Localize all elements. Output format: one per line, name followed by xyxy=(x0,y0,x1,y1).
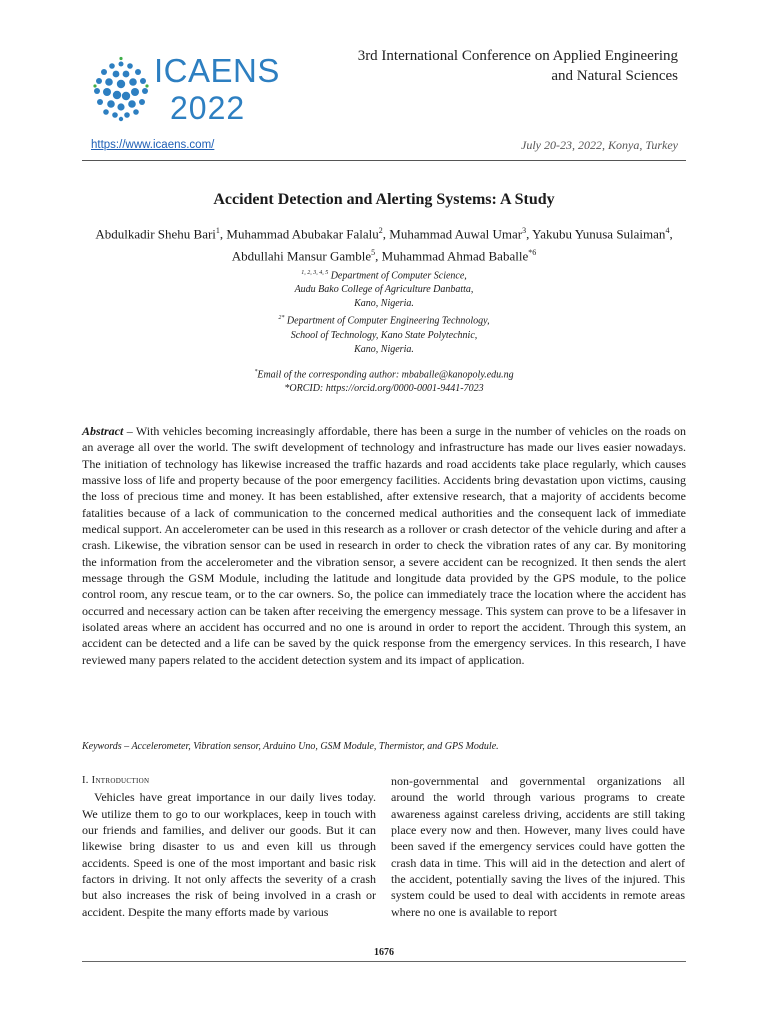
affiliation-1-marker: 1, 2, 3, 4, 5 xyxy=(301,270,329,276)
author-name: Yakubu Yunusa Sulaiman xyxy=(532,226,666,242)
author-separator: , xyxy=(219,226,227,242)
author-name: Abdullahi Mansur Gamble xyxy=(231,248,372,264)
intro-paragraph-left: Vehicles have great importance in our daily lives today. We utilize them to go to our workplaces, keep in touch with our friends and families, and deliver our goods. But it can likewise bring disaster to us and even kill us through accidents. Speed is one of the most important and basic risk factors in driving. It not only affects the severity of a crash but also increases the risk of being involved in a crash or accident. Despite the many efforts made by various xyxy=(82,790,376,919)
email-text: Email of the corresponding author: mbaballe@kanopoly.edu.ng xyxy=(257,369,514,381)
intro-paragraph-right: non-governmental and governmental organizations all around the world through various programs to create awareness against careless driving, accidents are still taking place every now and then. However, many lives could have been saved if the emergency services could have gotten the crash data in time. This will aid in the detection and alert of the accident, potentially saving the lives of the injured. This system could be used to deal with accidents in remote areas where no one is available to report xyxy=(391,774,685,919)
affiliation-1-department xyxy=(82,266,686,283)
author-separator: , xyxy=(669,226,673,242)
affiliation-2-place: Kano, Nigeria. xyxy=(354,343,414,355)
author-separator: , xyxy=(375,248,382,264)
conference-name-line2: and Natural Sciences xyxy=(551,68,678,84)
author-separator: , xyxy=(526,226,533,242)
author-affiliation-marker: 4 xyxy=(665,226,670,235)
conference-name xyxy=(258,46,678,86)
keywords: Keywords – Accelerometer, Vibration sensor, Arduino Uno, GSM Module, Thermistor, and GPS Module. xyxy=(82,741,499,752)
logo-wordmark: ICAENS xyxy=(154,52,280,89)
affiliation-2-school: School of Technology, Kano State Polytechnic, xyxy=(290,329,478,341)
corresponding-email xyxy=(82,365,686,382)
abstract-label: Abstract xyxy=(82,424,124,438)
affiliation-1-dept-text: Department of Computer Science, xyxy=(330,270,467,282)
author-affiliation-marker: 1 xyxy=(215,226,220,235)
author-name: Muhammad Auwal Umar xyxy=(389,226,523,242)
affiliation-2-dept-text: Department of Computer Engineering Technology, xyxy=(286,315,490,327)
author-affiliation-marker: *6 xyxy=(528,248,537,258)
affiliation-1-place: Kano, Nigeria. xyxy=(354,298,414,310)
footer-divider xyxy=(82,961,686,962)
email-marker: * xyxy=(254,369,258,375)
affiliation-2-department xyxy=(82,311,686,328)
affiliations xyxy=(82,266,686,357)
section-heading-introduction: I. Introduction xyxy=(82,775,150,786)
abstract-text: – With vehicles becoming increasingly affordable, there has been a surge in the number of vehicles on the roads on an average all over the world. The swift development of technology and infrastructure has made our lives easier nowadays. The initiation of technology has likewise increased the traffic hazards and road accidents take place regularly, which causes massive loss of life and property because of the poor emergency facilities. Accidents bring devastation upon victims, causing the loss of precious time and money. It has been established, after extensive research, that a majority of accidents become fatalities because of a lack of communication to the concerned medical authorities and the consequent lack of immediate medical support. An accelerometer can be used in this research as a rollover or crash detector of the vehicle during and after a crash. Likewise, the vibration sensor can be used in research in order to check the vibration rates of any car. By monitoring the information from the accelerometer and the vibration sensor, a severe accident can be recognized. It then sends the alert message through the GSM Module, including the latitude and longitude data provided by the GPS module, to the police control room, any rescue team, or to the car owners. So, the police can immediately trace the location where the accident has occurred and necessary action can be taken after receiving the emergency message. This system can prove to be a lifesaver in isolated areas where an accident has occurred and no one is around in order to report the accident. Through this system, an accident can be detected and a life can be saved by the quick response from the emergency services. In this research, I have reviewed many papers related to the accident detection system and its impact of application. xyxy=(82,424,686,667)
orcid: *ORCID: https://orcid.org/0000-0001-9441-7023 xyxy=(284,383,484,395)
abstract xyxy=(82,423,686,668)
author-name: Abdulkadir Shehu Bari xyxy=(95,226,216,242)
dotted-globe-icon xyxy=(90,56,152,122)
affiliation-1-college: Audu Bako College of Agriculture Danbatta, xyxy=(294,284,474,296)
body-column-right xyxy=(391,773,685,920)
author-affiliation-marker: 5 xyxy=(371,248,376,258)
author-name: Muhammad Ahmad Baballe xyxy=(381,248,529,264)
body-column-left xyxy=(82,773,376,920)
author-name: Muhammad Abubakar Falalu xyxy=(226,226,379,242)
conference-logo xyxy=(90,50,280,130)
paper-title: Accident Detection and Alerting Systems: A Study xyxy=(213,191,555,208)
author-affiliation-marker: 3 xyxy=(522,226,527,235)
author-list xyxy=(82,221,686,266)
author-affiliation-marker: 2 xyxy=(378,226,383,235)
corresponding-contact xyxy=(82,365,686,396)
author-separator: , xyxy=(382,226,390,242)
logo-year: 2022 xyxy=(170,90,246,126)
conference-date-location: July 20-23, 2022, Konya, Turkey xyxy=(521,138,678,152)
header-divider xyxy=(82,160,686,161)
conference-name-line1: 3rd International Conference on Applied Engineering xyxy=(357,48,678,64)
affiliation-2-marker: 2* xyxy=(278,315,285,322)
page-number: 1676 xyxy=(374,947,394,958)
conference-website-link[interactable]: https://www.icaens.com/ xyxy=(91,139,215,151)
